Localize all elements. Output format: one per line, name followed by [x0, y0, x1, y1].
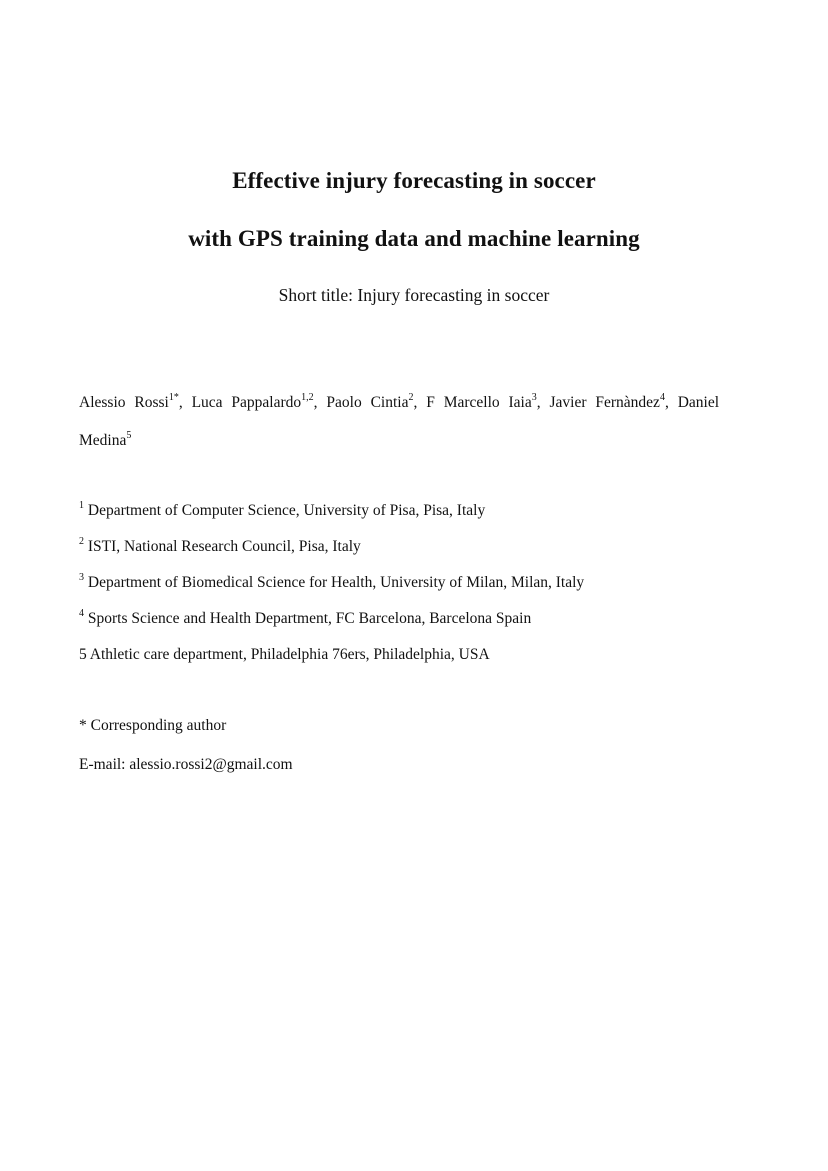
affiliation-5 — [79, 645, 739, 665]
author-separator: , — [536, 394, 550, 411]
author-separator: , — [178, 394, 192, 411]
short-title: Short title: Injury forecasting in soccer — [278, 285, 550, 305]
affiliation-marker: 3 — [79, 571, 84, 583]
corresponding-author-note: * Corresponding author — [79, 717, 227, 734]
author-affiliation-marker: 4 — [659, 391, 665, 403]
affiliation-3 — [79, 573, 739, 593]
paper-title-line-1: Effective injury forecasting in soccer — [232, 168, 596, 193]
author-separator: , — [313, 394, 327, 411]
affiliation-2 — [79, 537, 739, 557]
author-name: Javier Fernàndez — [549, 394, 660, 411]
author-separator: , — [664, 394, 678, 411]
affiliation-text: 5 Athletic care department, Philadelphia 76ers, Philadelphia, USA — [79, 646, 490, 663]
author-affiliation-marker: 2 — [408, 391, 414, 403]
affiliation-text: Department of Computer Science, University of Pisa, Pisa, Italy — [84, 502, 486, 519]
affiliation-marker: 1 — [79, 499, 84, 511]
author-affiliation-marker: 5 — [126, 429, 132, 441]
affiliation-1 — [79, 501, 739, 521]
author-name: F Marcello Iaia — [426, 394, 532, 411]
contact-email: E-mail: alessio.rossi2@gmail.com — [79, 756, 293, 773]
paper-title-line-2: with GPS training data and machine learning — [188, 226, 640, 251]
author-list — [79, 384, 719, 460]
affiliation-text: ISTI, National Research Council, Pisa, Italy — [84, 538, 361, 555]
affiliation-text: Department of Biomedical Science for Health, University of Milan, Milan, Italy — [84, 574, 585, 591]
author-affiliation-marker: 1,2 — [301, 391, 314, 403]
author-name: Luca Pappalardo — [191, 394, 302, 411]
author-separator: , — [413, 394, 427, 411]
affiliation-4 — [79, 609, 739, 629]
author-affiliation-marker: 1* — [168, 391, 179, 403]
author-name: Alessio Rossi — [79, 394, 169, 411]
author-name: Daniel Medina — [79, 394, 720, 449]
affiliation-marker: 4 — [79, 607, 84, 619]
affiliation-marker: 2 — [79, 535, 84, 547]
author-name: Paolo Cintia — [326, 394, 409, 411]
author-affiliation-marker: 3 — [531, 391, 537, 403]
affiliation-text: Sports Science and Health Department, FC Barcelona, Barcelona Spain — [84, 610, 532, 627]
